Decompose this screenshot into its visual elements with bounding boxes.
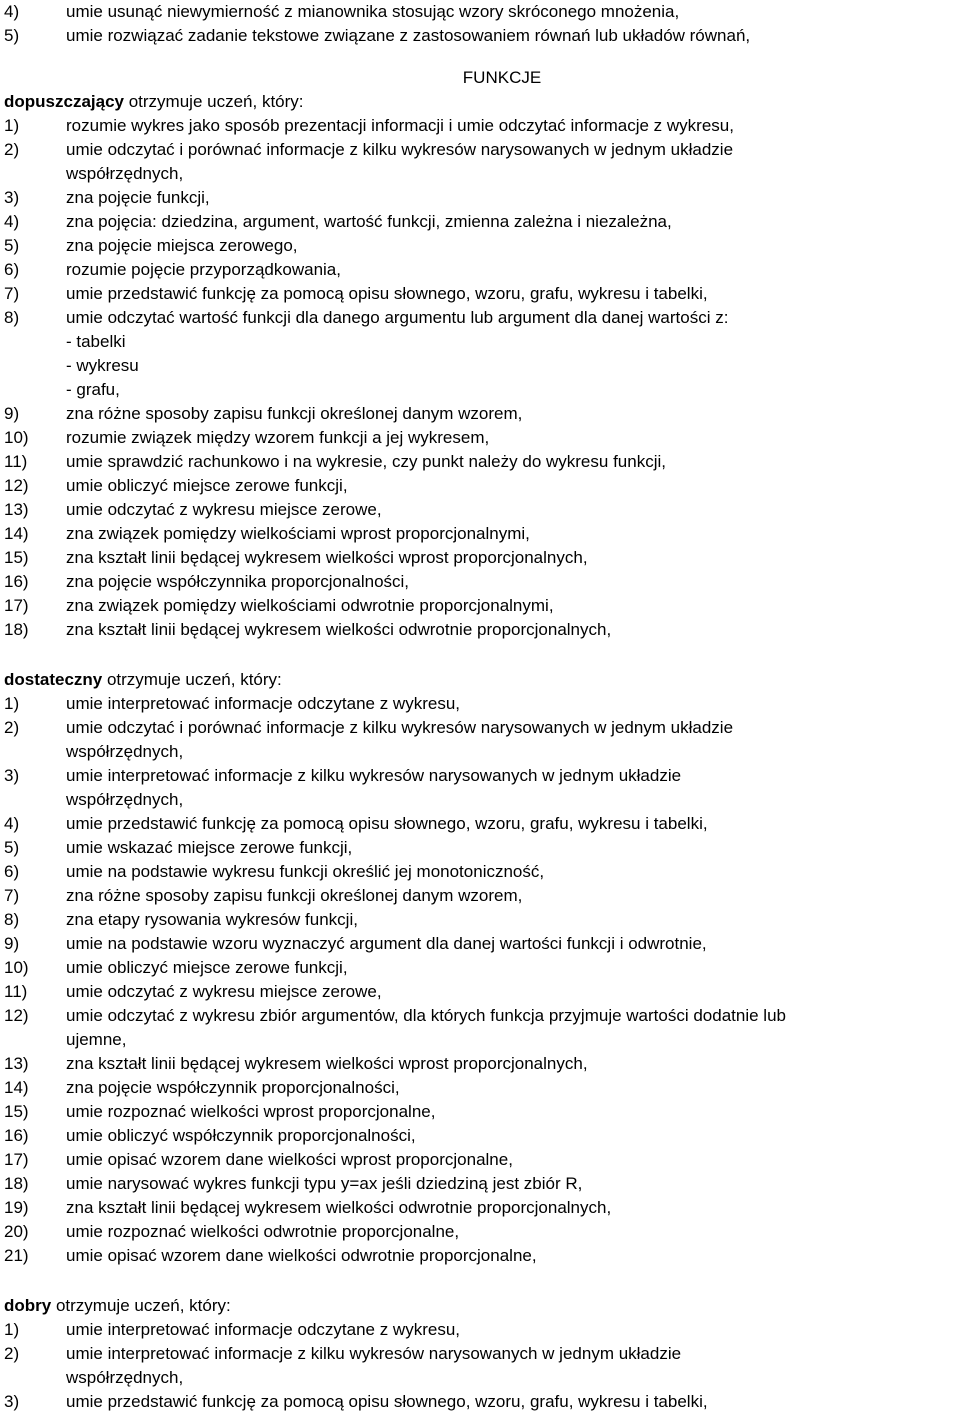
item-number: 10) bbox=[4, 428, 29, 447]
list-item bbox=[4, 234, 960, 258]
item-text: umie obliczyć miejsce zerowe funkcji, bbox=[66, 958, 348, 977]
list-item bbox=[4, 306, 960, 330]
item-text: zna kształt linii będącej wykresem wielkości odwrotnie proporcjonalnych, bbox=[66, 620, 612, 639]
item-number: 1) bbox=[4, 116, 20, 135]
item-text: umie odczytać i porównać informacje z kilku wykresów narysowanych w jednym układzie bbox=[66, 718, 734, 737]
grade-heading bbox=[4, 1294, 960, 1318]
grade-name: dobry bbox=[4, 1296, 52, 1315]
item-text: zna kształt linii będącej wykresem wielkości wprost proporcjonalnych, bbox=[66, 548, 588, 567]
grade-suffix: otrzymuje uczeń, który: bbox=[51, 1296, 231, 1315]
item-text: umie wskazać miejsce zerowe funkcji, bbox=[66, 838, 353, 857]
item-text: umie interpretować informacje odczytane z wykresu, bbox=[66, 1320, 460, 1339]
item-text: współrzędnych, bbox=[66, 164, 184, 183]
item-text: umie rozwiązać zadanie tekstowe związane z zastosowaniem równań lub układów równań, bbox=[66, 26, 751, 45]
list-item bbox=[4, 594, 960, 618]
list-item bbox=[4, 1004, 960, 1028]
list-item bbox=[4, 1244, 960, 1268]
item-text: zna pojęcie współczynnika proporcjonalności, bbox=[66, 572, 410, 591]
item-text: umie interpretować informacje z kilku wykresów narysowanych w jednym układzie bbox=[66, 766, 682, 785]
item-number: 8) bbox=[4, 910, 20, 929]
item-text: umie interpretować informacje odczytane z wykresu, bbox=[66, 694, 460, 713]
list-item bbox=[4, 570, 960, 594]
grade-section bbox=[4, 90, 960, 642]
item-number: 1) bbox=[4, 694, 20, 713]
grades-container bbox=[4, 90, 960, 1414]
item-text: zna związek pomiędzy wielkościami wprost proporcjonalnymi, bbox=[66, 524, 530, 543]
item-text: umie sprawdzić rachunkowo i na wykresie, czy punkt należy do wykresu funkcji, bbox=[66, 452, 666, 471]
item-text: - tabelki bbox=[66, 332, 126, 351]
item-text: zna pojęcie miejsca zerowego, bbox=[66, 236, 298, 255]
item-text: umie przedstawić funkcję za pomocą opisu słownego, wzoru, grafu, wykresu i tabelki, bbox=[66, 1392, 708, 1411]
item-number: 15) bbox=[4, 1102, 29, 1121]
list-item-continuation bbox=[4, 330, 960, 354]
list-item-continuation bbox=[4, 740, 960, 764]
list-item-continuation bbox=[4, 162, 960, 186]
item-number: 13) bbox=[4, 500, 29, 519]
item-text: umie odczytać i porównać informacje z kilku wykresów narysowanych w jednym układzie bbox=[66, 140, 734, 159]
item-number: 20) bbox=[4, 1222, 29, 1241]
list-item bbox=[4, 956, 960, 980]
item-text: umie rozpoznać wielkości odwrotnie proporcjonalne, bbox=[66, 1222, 460, 1241]
item-number: 2) bbox=[4, 140, 20, 159]
item-text: zna związek pomiędzy wielkościami odwrotnie proporcjonalnymi, bbox=[66, 596, 554, 615]
list-item bbox=[4, 426, 960, 450]
list-item bbox=[4, 908, 960, 932]
list-item bbox=[4, 692, 960, 716]
list-item bbox=[4, 1100, 960, 1124]
item-number: 10) bbox=[4, 958, 29, 977]
item-number: 11) bbox=[4, 982, 28, 1001]
item-number: 6) bbox=[4, 260, 20, 279]
list-item bbox=[4, 474, 960, 498]
list-item bbox=[4, 0, 960, 24]
list-item bbox=[4, 836, 960, 860]
item-text: umie rozpoznać wielkości wprost proporcjonalne, bbox=[66, 1102, 436, 1121]
item-number: 7) bbox=[4, 284, 20, 303]
item-number: 17) bbox=[4, 1150, 29, 1169]
item-text: umie odczytać wartość funkcji dla danego argumentu lub argument dla danej wartości z: bbox=[66, 308, 729, 327]
item-text: umie na podstawie wzoru wyznaczyć argument dla danej wartości funkcji i odwrotnie, bbox=[66, 934, 707, 953]
item-text: ujemne, bbox=[66, 1030, 127, 1049]
item-number: 5) bbox=[4, 838, 20, 857]
item-number: 4) bbox=[4, 2, 20, 21]
item-text: zna etapy rysowania wykresów funkcji, bbox=[66, 910, 358, 929]
item-text: rozumie wykres jako sposób prezentacji informacji i umie odczytać informacje z wykresu, bbox=[66, 116, 734, 135]
item-text: - grafu, bbox=[66, 380, 120, 399]
list-item-continuation bbox=[4, 788, 960, 812]
list-item bbox=[4, 114, 960, 138]
item-text: umie odczytać z wykresu zbiór argumentów, dla których funkcja przyjmuje wartości dodatnie lub bbox=[66, 1006, 786, 1025]
list-item bbox=[4, 764, 960, 788]
section-gap bbox=[4, 1268, 960, 1294]
item-number: 16) bbox=[4, 572, 29, 591]
list-item bbox=[4, 1148, 960, 1172]
list-item bbox=[4, 186, 960, 210]
grade-name: dopuszczający bbox=[4, 92, 124, 111]
list-item bbox=[4, 860, 960, 884]
list-item bbox=[4, 884, 960, 908]
item-number: 15) bbox=[4, 548, 29, 567]
item-text: rozumie związek między wzorem funkcji a jej wykresem, bbox=[66, 428, 490, 447]
list-item bbox=[4, 258, 960, 282]
item-text: rozumie pojęcie przyporządkowania, bbox=[66, 260, 341, 279]
list-item bbox=[4, 450, 960, 474]
item-number: 2) bbox=[4, 718, 20, 737]
section-title bbox=[4, 66, 960, 90]
list-item bbox=[4, 402, 960, 426]
item-number: 17) bbox=[4, 596, 29, 615]
item-text: zna pojęcia: dziedzina, argument, wartość funkcji, zmienna zależna i niezależna, bbox=[66, 212, 672, 231]
item-text: umie narysować wykres funkcji typu y=ax jeśli dziedziną jest zbiór R, bbox=[66, 1174, 583, 1193]
item-text: umie usunąć niewymierność z mianownika stosując wzory skróconego mnożenia, bbox=[66, 2, 680, 21]
item-text: współrzędnych, bbox=[66, 1368, 184, 1387]
grade-section bbox=[4, 1294, 960, 1414]
grade-section bbox=[4, 668, 960, 1268]
item-number: 3) bbox=[4, 188, 20, 207]
item-number: 8) bbox=[4, 308, 20, 327]
item-text: umie na podstawie wykresu funkcji określić jej monotoniczność, bbox=[66, 862, 545, 881]
grade-heading bbox=[4, 90, 960, 114]
list-item bbox=[4, 522, 960, 546]
section-gap bbox=[4, 642, 960, 668]
item-text: zna pojęcie funkcji, bbox=[66, 188, 210, 207]
grade-heading bbox=[4, 668, 960, 692]
item-text: umie przedstawić funkcję za pomocą opisu słownego, wzoru, grafu, wykresu i tabelki, bbox=[66, 284, 708, 303]
list-item-continuation bbox=[4, 354, 960, 378]
item-text: zna kształt linii będącej wykresem wielkości wprost proporcjonalnych, bbox=[66, 1054, 588, 1073]
item-text: zna różne sposoby zapisu funkcji określonej danym wzorem, bbox=[66, 404, 523, 423]
grade-suffix: otrzymuje uczeń, który: bbox=[102, 670, 282, 689]
section-title-text: FUNKCJE bbox=[462, 68, 542, 87]
list-item bbox=[4, 546, 960, 570]
item-number: 13) bbox=[4, 1054, 29, 1073]
item-number: 2) bbox=[4, 1344, 20, 1363]
list-item bbox=[4, 498, 960, 522]
list-item bbox=[4, 932, 960, 956]
list-item bbox=[4, 1220, 960, 1244]
item-number: 4) bbox=[4, 212, 20, 231]
list-item bbox=[4, 1390, 960, 1414]
list-item bbox=[4, 716, 960, 740]
item-number: 14) bbox=[4, 524, 29, 543]
list-item bbox=[4, 1172, 960, 1196]
list-item bbox=[4, 618, 960, 642]
item-text: umie interpretować informacje z kilku wykresów narysowanych w jednym układzie bbox=[66, 1344, 682, 1363]
item-number: 14) bbox=[4, 1078, 29, 1097]
intro-list bbox=[4, 0, 960, 48]
list-item bbox=[4, 812, 960, 836]
item-text: zna pojęcie współczynnik proporcjonalności, bbox=[66, 1078, 400, 1097]
item-text: umie obliczyć miejsce zerowe funkcji, bbox=[66, 476, 348, 495]
list-item bbox=[4, 210, 960, 234]
item-text: umie odczytać z wykresu miejsce zerowe, bbox=[66, 982, 382, 1001]
list-item bbox=[4, 980, 960, 1004]
item-number: 3) bbox=[4, 1392, 20, 1411]
list-item bbox=[4, 1196, 960, 1220]
item-number: 6) bbox=[4, 862, 20, 881]
grade-suffix: otrzymuje uczeń, który: bbox=[124, 92, 304, 111]
grade-name: dostateczny bbox=[4, 670, 103, 689]
item-text: współrzędnych, bbox=[66, 742, 184, 761]
item-text: umie obliczyć współczynnik proporcjonalności, bbox=[66, 1126, 416, 1145]
item-number: 7) bbox=[4, 886, 20, 905]
item-number: 9) bbox=[4, 934, 20, 953]
list-item-continuation bbox=[4, 1028, 960, 1052]
item-number: 9) bbox=[4, 404, 20, 423]
item-number: 16) bbox=[4, 1126, 29, 1145]
list-item bbox=[4, 1124, 960, 1148]
item-number: 12) bbox=[4, 476, 29, 495]
item-text: umie opisać wzorem dane wielkości wprost proporcjonalne, bbox=[66, 1150, 513, 1169]
list-item bbox=[4, 1076, 960, 1100]
item-number: 11) bbox=[4, 452, 28, 471]
list-item-continuation bbox=[4, 378, 960, 402]
item-text: umie przedstawić funkcję za pomocą opisu słownego, wzoru, grafu, wykresu i tabelki, bbox=[66, 814, 708, 833]
list-item bbox=[4, 1052, 960, 1076]
item-text: - wykresu bbox=[66, 356, 139, 375]
item-number: 18) bbox=[4, 620, 29, 639]
item-number: 18) bbox=[4, 1174, 29, 1193]
list-item bbox=[4, 138, 960, 162]
item-number: 19) bbox=[4, 1198, 29, 1217]
list-item bbox=[4, 1318, 960, 1342]
item-text: zna kształt linii będącej wykresem wielkości odwrotnie proporcjonalnych, bbox=[66, 1198, 612, 1217]
list-item bbox=[4, 282, 960, 306]
list-item-continuation bbox=[4, 1366, 960, 1390]
item-text: zna różne sposoby zapisu funkcji określonej danym wzorem, bbox=[66, 886, 523, 905]
item-number: 5) bbox=[4, 236, 20, 255]
list-item bbox=[4, 24, 960, 48]
item-number: 5) bbox=[4, 26, 20, 45]
list-item bbox=[4, 1342, 960, 1366]
item-text: współrzędnych, bbox=[66, 790, 184, 809]
item-number: 12) bbox=[4, 1006, 29, 1025]
item-text: umie opisać wzorem dane wielkości odwrotnie proporcjonalne, bbox=[66, 1246, 537, 1265]
item-number: 4) bbox=[4, 814, 20, 833]
item-number: 1) bbox=[4, 1320, 20, 1339]
item-number: 3) bbox=[4, 766, 20, 785]
item-text: umie odczytać z wykresu miejsce zerowe, bbox=[66, 500, 382, 519]
item-number: 21) bbox=[4, 1246, 29, 1265]
